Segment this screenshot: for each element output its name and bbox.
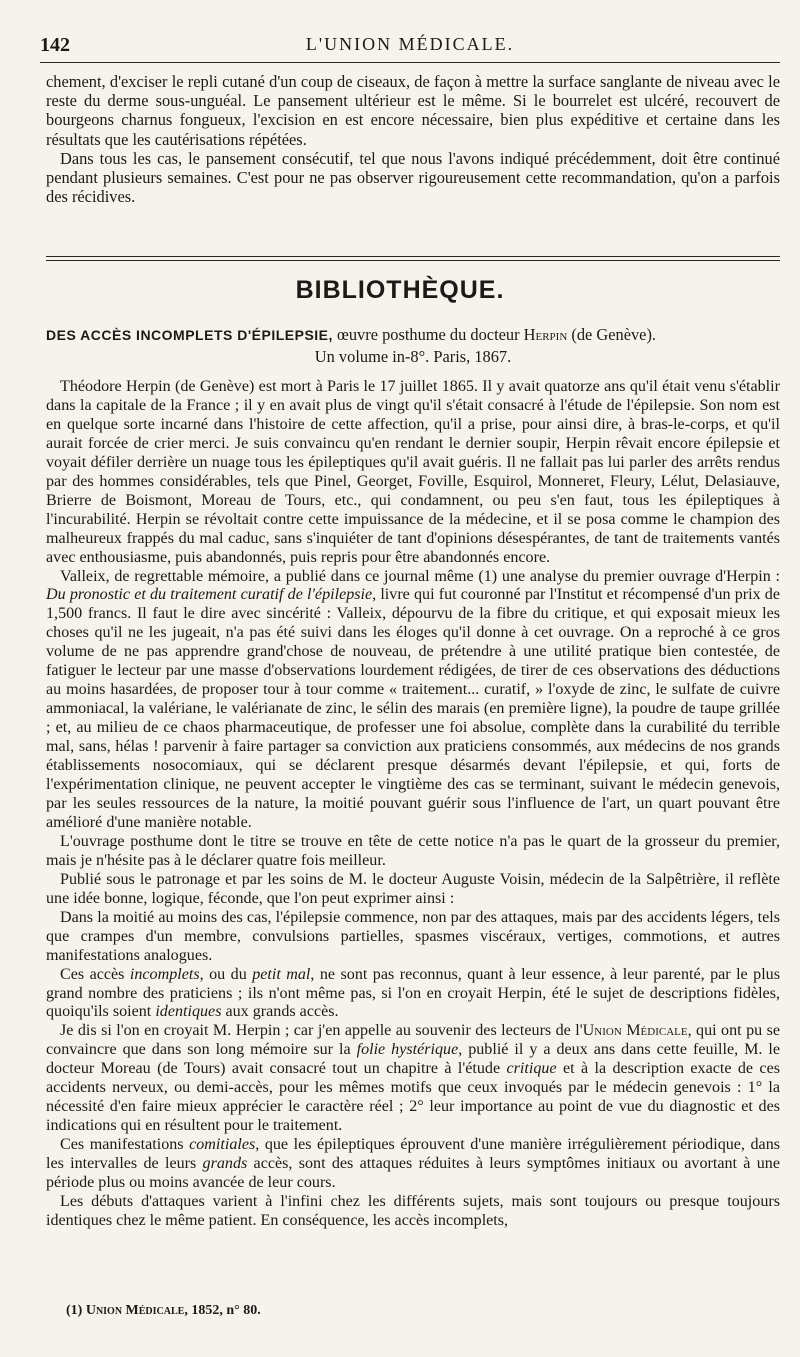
text-run: aux grands accès. xyxy=(221,1003,339,1021)
text-run: , qui ont pu se convaincre que dans son long mémoire sur la xyxy=(46,1022,781,1059)
text-run: et à la description exacte de ces accidents nerveux, ou demi-accès, pour les mêmes motifs que ceux invoqués par le médecin genevois : 1° la nécessité d'en faire mieux apprécier le caractère réel ; 2° leur importance au point de vue du diagnostic et des indications qui en résultent pour le traitement. xyxy=(46,1060,780,1135)
review-paragraph: L'ouvrage posthume dont le titre se trouve en tête de cette notice n'a pas le quart de la grosseur du premier, mais je n'hésite pas à le déclarer quatre fois meilleur. xyxy=(46,832,780,869)
emphasis: incomplets xyxy=(129,965,200,983)
review-text xyxy=(46,378,780,1231)
text-run: , livre qui fut couronné par l'Institut et récompensé d'un prix de 1,500 francs. Il faut le dire avec sincérité : Valleix, dépourvu de la fibre du critique, et qui exposait mieux les choses qu'il ne les jugeait, n'a pas été suivi dans les éloges qu'il donne à cet ouvrage. On a reproché à ce gros volume de ne pas apprendre grand'chose de nouveau, de prétendre à une utilité pratique bien contestée, de fatiguer le lecteur par une masse d'observations lourdement rédigées, de tirer de ces observations des déductions au moins hasardées, de proposer tour à tour comme « traitement... curatif, » l'oxyde de zinc, le sulfate de cuivre ammoniacal, la valériane, le valérianate de zinc, le sélin des marais (en première ligne), la poudre de taupe grillée ; et, au milieu de ce chaos pharmaceutique, de professer une foi absolue, complète dans la curabilité du terrible mal, sans, hélas ! parvenir à faire partager sa conviction aux praticiens consommés, aux médecins de nos grands établissements nosocomiaux, qui se déclarent presque désarmés devant l'épilepsie, et qui, forts de l'expérimentation clinique, ne peuvent accepter le vingtième des cas se terminant, suivant le médecin genevois, par les seules ressources de la nature, la moitié pouvant guérir sous l'influence de l'art, un quart pouvant être amélioré d'une manière notable. xyxy=(46,586,780,831)
review-paragraph xyxy=(46,1022,780,1136)
book-author-name: Herpin xyxy=(523,325,568,344)
text-run: Je dis si l'on en croyait M. Herpin ; car j'en appelle au souvenir des lecteurs de l' xyxy=(60,1022,583,1040)
emphasis: comitiales xyxy=(189,1136,256,1154)
text-run: , ne sont pas reconnus, quant à leur essence, à leur parenté, par le plus grand nombre des praticiens ; ils n'ont même pas, si l'on en croyait Herpin, été le sujet de descriptions fidèles, quoiqu'ils soient xyxy=(46,965,780,1021)
header-rule xyxy=(40,62,780,63)
text-run: , que les épileptiques éprouvent d'une manière irrégulièrement périodique, dans les intervalles de leurs xyxy=(46,1136,780,1173)
intro-paragraph: chement, d'exciser le repli cutané d'un coup de ciseaux, de façon à mettre la surface sanglante de niveau avec le reste du derme sous-unguéal. Le pansement ultérieur est le même. Si le bourrelet est ulcéré, recouvert de bourgeons charnus fongueux, l'excision en est encore nécessaire, bien plus expéditive et certaine dans les résultats que les cautérisations répétées. xyxy=(46,72,780,149)
section-divider xyxy=(46,256,780,257)
book-author-pre: œuvre posthume du docteur xyxy=(332,325,524,344)
review-paragraph: Publié sous le patronage et par les soins de M. le docteur Auguste Voisin, médecin de la Salpêtrière, il reflète une idée bonne, logique, féconde, que l'on peut exprimer ainsi : xyxy=(46,870,780,907)
book-author-post: (de Genève). xyxy=(567,325,657,344)
page-header xyxy=(40,34,780,60)
text-run: Valleix, de regrettable mémoire, a publié dans ce journal même (1) une analyse du premier ouvrage d'Herpin : xyxy=(60,567,780,585)
review-paragraph: Théodore Herpin (de Genève) est mort à Paris le 17 juillet 1865. Il y avait quatorze ans qu'il était venu s'établir dans la capitale de la France ; il y en avait plus de vingt qu'il s'était consacré à l'étude de l'épilepsie. Son nom est en quelque sorte incarné dans l'histoire de cette affection, qu'il a prise, pour ainsi dire, à bras-le-corps, et qu'il aurait forcée de crier merci. Je suis convaincu qu'en rendant le dernier soupir, Herpin rêvait encore épilepsie et voyait défiler derrière un nuage tous les épileptiques qu'il avait guéris. Il ne fallait pas lui parler des arrêts rendus par des hommes considérables, tels que Pinel, Georget, Foville, Esquirol, Monneret, Fleury, Lélut, Delasiauve, Brierre de Boismont, Moreau de Tours, etc., qui condamnent, ou peu s'en faut, tous les épileptiques à l'incurabilité. Herpin se révoltait contre cette impuissance de la médecine, et il se posa comme le champion des malheureux frappés du mal caduc, sans s'inquiéter de tant d'opinions désespérantes, de tant de traitements vantés avec enthousiasme, puis abandonnés, puis repris pour être abandonnés encore. xyxy=(46,378,780,566)
book-title: DES ACCÈS INCOMPLETS D'ÉPILEPSIE, xyxy=(46,327,333,343)
review-paragraph xyxy=(46,568,780,833)
review-paragraph: Les débuts d'attaques varient à l'infini chez les différents sujets, mais sont toujours ou presque toujours identiques chez le même patient. En conséquence, les accès incomplets, xyxy=(46,1192,780,1229)
emphasis: identiques xyxy=(155,1003,222,1021)
cited-title: Du pronostic et du traitement curatif de l'épilepsie xyxy=(46,586,373,604)
intro-paragraph: Dans tous les cas, le pansement consécutif, tel que nous l'avons indiqué précédemment, doit être continué pendant plusieurs semaines. C'est pour ne pas observer rigoureusement cette recommandation, qu'on a parfois des récidives. xyxy=(46,148,780,207)
emphasis: critique xyxy=(506,1060,557,1078)
footnote-marker: (1) xyxy=(66,1303,86,1318)
running-head: L'UNION MÉDICALE. xyxy=(305,34,515,54)
text-run: , ou du xyxy=(199,965,253,983)
section-divider xyxy=(46,260,780,261)
page-number: 142 xyxy=(40,34,70,56)
text-run: Ces accès xyxy=(60,965,130,983)
footnote xyxy=(66,1303,261,1319)
footnote-source: Union Médicale xyxy=(85,1303,185,1318)
text-run: Ces manifestations xyxy=(60,1136,190,1154)
review-paragraph xyxy=(46,966,780,1023)
emphasis: grands xyxy=(202,1155,248,1173)
footnote-text: , 1852, n° 80. xyxy=(184,1303,261,1318)
text-run: , publié il y a deux ans dans cette feuille, M. le docteur Moreau (de Tours) avait consacré tout un chapitre à l'étude xyxy=(46,1041,781,1078)
book-entry xyxy=(46,324,780,367)
book-title-line xyxy=(46,324,780,346)
journal-name: Union Médicale xyxy=(582,1022,688,1040)
section-title: BIBLIOTHÈQUE. xyxy=(295,276,505,304)
review-paragraph xyxy=(46,1136,780,1193)
book-details: Un volume in-8°. Paris, 1867. xyxy=(314,347,512,366)
text-run: accès, sont des attaques réduites à leurs symptômes initiaux ou avortant à une période plus ou moins avancée de leur cours. xyxy=(46,1155,780,1192)
emphasis: petit mal xyxy=(252,965,311,983)
intro-text xyxy=(46,72,780,206)
emphasis: folie hystérique xyxy=(356,1041,459,1059)
review-paragraph: Dans la moitié au moins des cas, l'épilepsie commence, non par des attaques, mais par des accidents légers, tels que crampes d'un membre, convulsions partielles, spasmes viscéraux, vertiges, commotions, et autres manifestations analogues. xyxy=(46,908,780,964)
